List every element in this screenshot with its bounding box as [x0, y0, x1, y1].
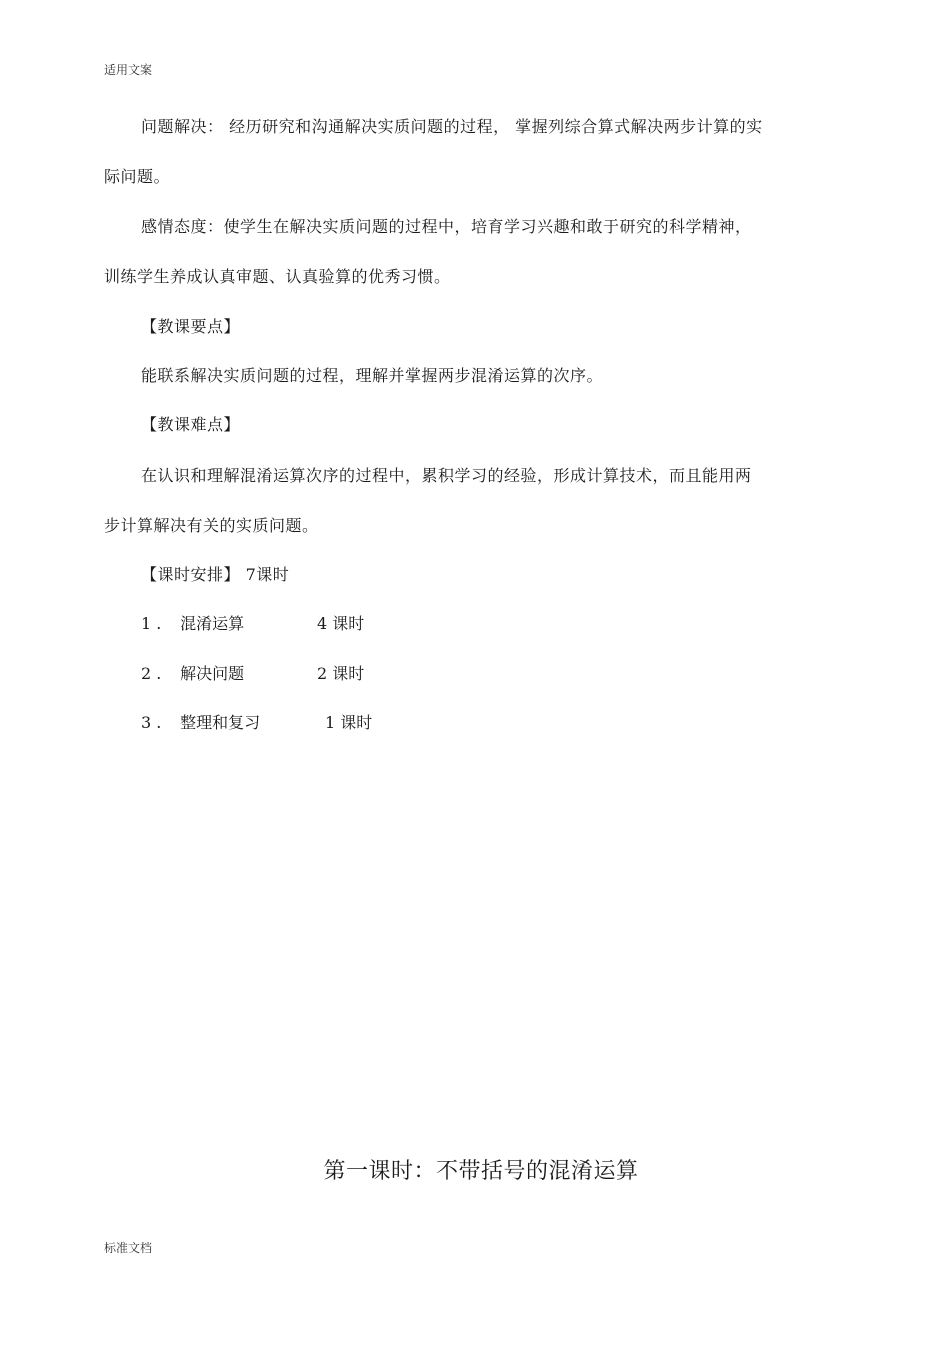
difficulties-paragraph — [104, 451, 834, 551]
problem-solving-line-2: 际问题。 — [104, 167, 171, 186]
lesson-title: 第一课时：不带括号的混淆运算 — [323, 1159, 639, 1184]
schedule-item — [141, 662, 365, 686]
schedule-heading: 【课时安排】 7课时 — [141, 565, 290, 584]
schedule-item — [141, 612, 365, 636]
schedule-item-topic: 整理和复习 — [180, 713, 261, 732]
problem-solving-paragraph — [104, 102, 834, 202]
schedule-item-hours: 2 课时 — [317, 664, 365, 683]
key-points-heading: 【教课要点】 — [141, 317, 241, 336]
schedule-item-topic: 解决问题 — [180, 664, 245, 683]
schedule-item-number: 2 . — [141, 664, 162, 683]
schedule-item-number: 1 . — [141, 614, 162, 633]
schedule-item-hours: 1 课时 — [325, 713, 373, 732]
difficulties-heading: 【教课难点】 — [141, 415, 241, 434]
key-points-text: 能联系解决实质问题的过程，理解并掌握两步混淆运算的次序。 — [141, 366, 604, 385]
attitude-line-2: 训练学生养成认真审题、认真验算的优秀习惯。 — [104, 267, 451, 286]
schedule-item-topic: 混淆运算 — [180, 614, 245, 633]
schedule-item — [141, 711, 373, 735]
page-header-label: 适用文案 — [104, 63, 153, 77]
schedule-item-number: 3 . — [141, 713, 162, 732]
schedule-item-hours: 4 课时 — [317, 614, 365, 633]
difficulties-line-1: 在认识和理解混淆运算次序的过程中，累积学习的经验，形成计算技术，而且能用两 — [141, 466, 752, 485]
problem-solving-line-1: 问题解决： 经历研究和沟通解决实质问题的过程， 掌握列综合算式解决两步计算的实 — [141, 117, 763, 136]
attitude-line-1: 感情态度：使学生在解决实质问题的过程中，培育学习兴趣和敢于研究的科学精神， — [141, 217, 752, 236]
difficulties-line-2: 步计算解决有关的实质问题。 — [104, 516, 319, 535]
attitude-paragraph — [104, 202, 834, 302]
page-footer-label: 标准文档 — [104, 1241, 153, 1255]
